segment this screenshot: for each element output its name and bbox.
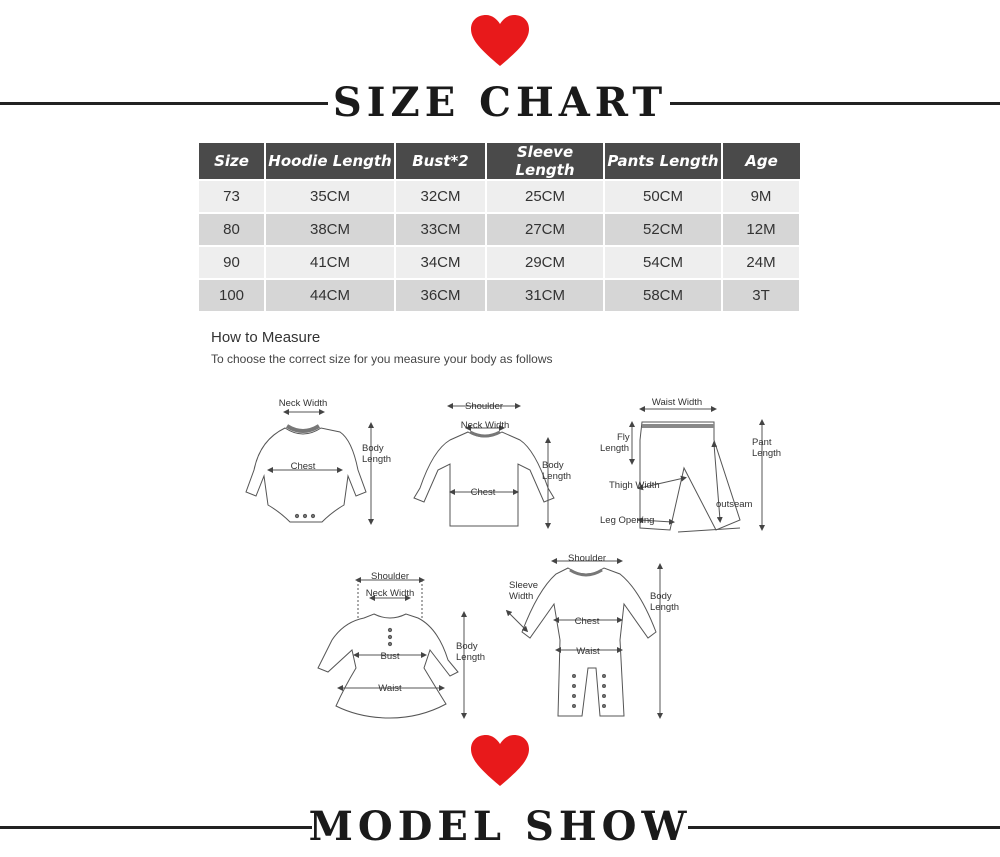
table-cell: 33CM (395, 213, 486, 246)
dress-shoulder-label: Shoulder (370, 571, 410, 582)
dress-diagram (318, 580, 464, 718)
romper-sleeve-label: Sleeve (509, 580, 539, 591)
table-cell: 25CM (486, 180, 604, 213)
table-cell: 100 (199, 279, 265, 311)
table-cell: 9M (722, 180, 800, 213)
dress-neck-width-label: Neck Width (365, 588, 415, 599)
table-cell: 73 (199, 180, 265, 213)
romper-shoulder-label: Shoulder (567, 553, 607, 564)
pants-diagram (632, 409, 762, 532)
pants-pant-label: Pant (752, 437, 772, 448)
pants-leg-opening-label: Leg Opening (600, 515, 655, 526)
how-to-measure-subtitle: To choose the correct size for you measure your body as follows (211, 352, 553, 366)
table-cell: 32CM (395, 180, 486, 213)
model-show-header (0, 802, 1000, 852)
table-cell: 90 (199, 246, 265, 279)
pants-fly-label: Fly (617, 432, 630, 443)
table-cell: 24M (722, 246, 800, 279)
column-header: Age (722, 143, 800, 180)
table-cell: 44CM (265, 279, 395, 311)
table-cell: 41CM (265, 246, 395, 279)
table-cell: 52CM (604, 213, 722, 246)
column-header: Sleeve Length (486, 143, 604, 180)
pants-pant-length-label: Length (752, 448, 782, 459)
dress-body-label: Body (456, 641, 478, 652)
bodysuit-body-label: Body (362, 443, 384, 454)
table-cell: 35CM (265, 180, 395, 213)
pants-waist-width-label: Waist Width (651, 397, 703, 408)
size-chart-title: SIZE CHART (332, 79, 668, 126)
table-cell: 80 (199, 213, 265, 246)
table-cell: 12M (722, 213, 800, 246)
table-cell: 54CM (604, 246, 722, 279)
table-cell: 3T (722, 279, 800, 311)
pants-outseam-label: outseam (716, 499, 753, 510)
romper-length-label: Length (650, 602, 680, 613)
table-cell: 58CM (604, 279, 722, 311)
shirt-length-label: Length (542, 471, 572, 482)
how-to-measure-title: How to Measure (211, 329, 321, 346)
romper-sleeve-width-label: Width (509, 591, 534, 602)
column-header: Bust*2 (395, 143, 486, 180)
pants-thigh-width-label: Thigh Width (609, 480, 660, 491)
column-header: Pants Length (604, 143, 722, 180)
bodysuit-length-label: Length (362, 454, 392, 465)
shirt-body-label: Body (542, 460, 564, 471)
pants-fly-length-label: Length (600, 443, 630, 454)
shirt-chest-label: Chest (470, 487, 496, 498)
table-cell: 31CM (486, 279, 604, 311)
heart-icon (469, 734, 531, 788)
dress-length-label: Length (456, 652, 486, 663)
table-cell: 34CM (395, 246, 486, 279)
table-cell: 38CM (265, 213, 395, 246)
table-cell: 36CM (395, 279, 486, 311)
table-cell: 27CM (486, 213, 604, 246)
shirt-shoulder-label: Shoulder (464, 401, 504, 412)
shirt-neck-width-label: Neck Width (460, 420, 510, 431)
dress-bust-label: Bust (380, 651, 400, 662)
column-header: Size (199, 143, 265, 180)
bodysuit-chest-label: Chest (290, 461, 316, 472)
column-header: Hoodie Length (265, 143, 395, 180)
romper-body-label: Body (650, 591, 672, 602)
dress-waist-label: Waist (378, 683, 402, 694)
romper-waist-label: Waist (576, 646, 600, 657)
table-cell: 50CM (604, 180, 722, 213)
table-cell: 29CM (486, 246, 604, 279)
romper-chest-label: Chest (574, 616, 600, 627)
model-show-title: MODEL SHOW (308, 803, 692, 850)
bodysuit-neck-width-label: Neck Width (278, 398, 328, 409)
